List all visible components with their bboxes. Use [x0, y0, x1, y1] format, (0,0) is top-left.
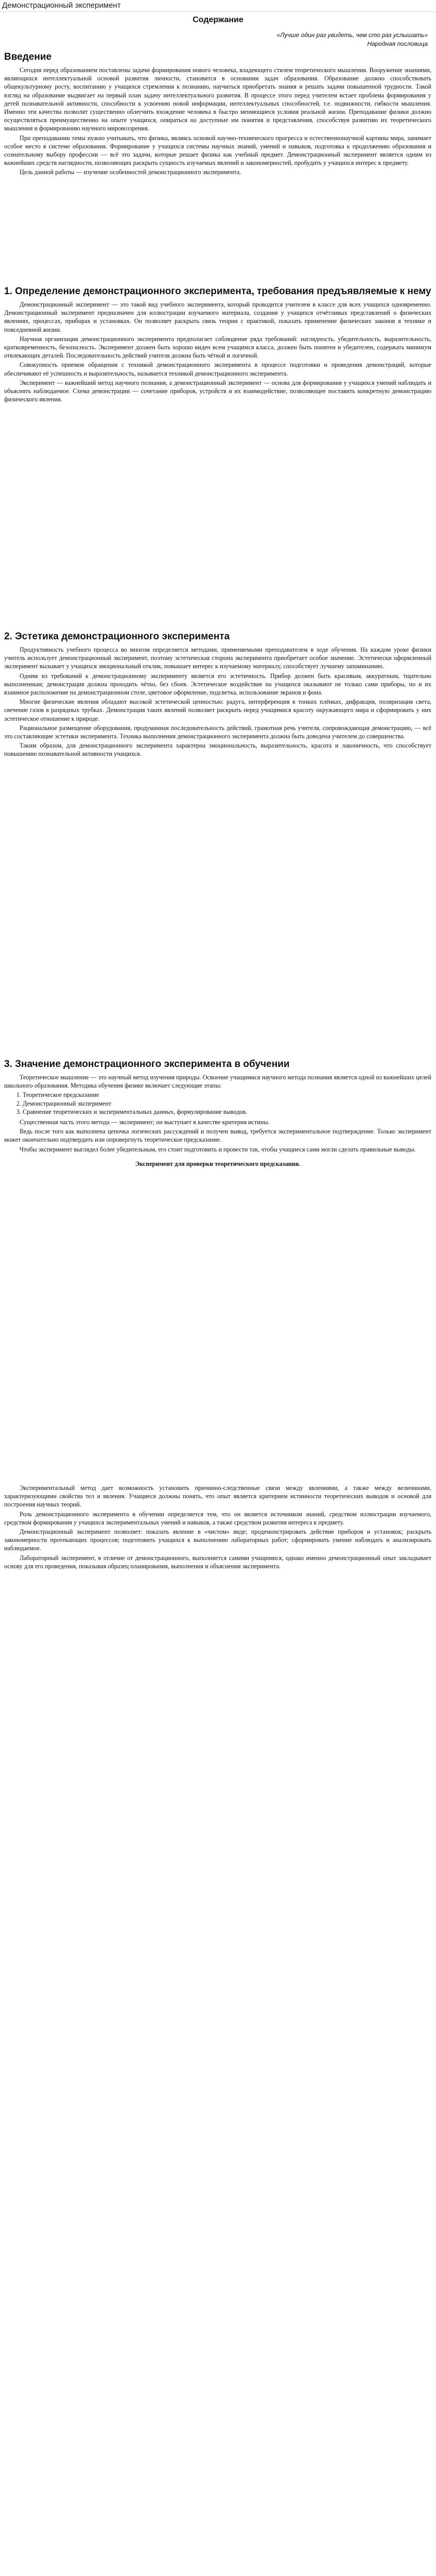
- paragraph: Демонстрационный эксперимент — это такой вид учебного эксперимента, который проводится учителем в классе для всех учащихся одновременно. Демонстрационный эксперимент предназначен для иллюстрации изучаемого материала, создания у учащихся отчётливых представлений о физических явлениях, процессах, приборах и установках. Он позволяет раскрыть связь теории с практикой, показать применение физических законов в технике и повседневной жизни.: [4, 301, 431, 333]
- title-divider: [0, 11, 436, 12]
- section-2: [4, 631, 431, 759]
- paragraph: Таким образом, для демонстрационного эксперимента характерна эмоциональность, выразительность, красота и лаконичность, что способствует повышению познавательной активности учащихся.: [4, 742, 431, 758]
- method-steps-list: [4, 1091, 431, 1116]
- paragraph: Одним из требований к демонстрационному эксперименту является его эстетичность. Прибор должен быть красивым, аккуратным, тщательно выполненным; демонстрация должна проходить чётко, без сбоев. Эстетическое воздействие на учащихся оказывают не только сами приборы, но и их взаимное расположение на демонстрационном столе, цветовое оформление, подсветка, использование экранов и фона.: [4, 672, 431, 697]
- paragraph: Демонстрационный эксперимент позволяет: показать явление в «чистом» виде; продемонстрировать действие приборов и установок; раскрыть закономерности протекающих процессов; подготовить учащихся к выполнению лабораторных работ; сформировать умение наблюдать и анализировать наблюдаемое.: [4, 1528, 431, 1552]
- section-3: [4, 1059, 431, 1169]
- paragraph: Цель данной работы — изучение особенностей демонстрационного эксперимента.: [20, 168, 241, 176]
- paragraph: Лабораторный эксперимент, в отличие от демонстрационного, выполняется самими учащимися, однако именно демонстрационный опыт закладывает основу для его проведения, показывая образец планирования, выполнения и объяснения эксперимента.: [4, 1554, 431, 1570]
- paragraph: Роль демонстрационного эксперимента в обучении определяется тем, что он является источником знаний, средством иллюстрации изучаемого, средством формирования у учащихся экспериментальных умений и навыков, а также средством развития интереса к предмету.: [4, 1510, 431, 1526]
- paragraph: Чтобы эксперимент выглядел более убедительным, его стоит подготовить и провести так, чтобы учащиеся сами могли сделать правильные выводы.: [20, 1145, 416, 1153]
- contents-heading: Содержание: [193, 15, 243, 24]
- paragraph: Существенная часть этого метода — эксперимент; он выступает в качестве критерия истины.: [20, 1118, 270, 1126]
- figure-image: [31, 1298, 402, 1463]
- experiment-figure: [31, 1298, 402, 1463]
- epigraph-text: «Лучше один раз увидеть, чем сто раз услышать»: [276, 31, 428, 39]
- section-1: [4, 286, 431, 404]
- section-intro: [4, 52, 431, 178]
- section-heading: Введение: [4, 52, 52, 62]
- paragraph: Совокупность приемов обращения с техникой демонстрационного эксперимента в процессе подготовки и проведения демонстраций, которые обеспечивают её успешность и выразительность, называется техникой демонстрационного эксперимента.: [4, 361, 431, 377]
- list-item: 1. Теоретическое предсказание: [23, 1091, 431, 1099]
- section-heading: 2. Эстетика демонстрационного эксперимента: [4, 631, 230, 642]
- section-heading: 1. Определение демонстрационного эксперимента, требования предъявляемые к нему: [4, 286, 431, 297]
- paragraph: Ведь после того как выполнена цепочка логических рассуждений и получен вывод, требуется экспериментальное подтверждение. Только эксперимент может окончательно подтвердить или опровергнуть теоретическое предсказание.: [4, 1128, 431, 1144]
- section-heading: 3. Значение демонстрационного эксперимента в обучении: [4, 1059, 290, 1070]
- paragraph: Сегодня перед образованием поставлены задачи формирования нового человека, владеющего стилем теоретического мышления. Вооружение знаниями, являющихся интеллектуальной основой развития личности, становится в основании задач образования. Образование должно способствовать общекультурному росту, воспитанию у учащихся стремления к познанию, научиться приобретать знания и решать задачи повышенной трудности. Такой взгляд на образование выдвигает на первый план задачу интеллектуального развития. В процессе этого перед учителем встает проблема формирования у детей познавательной активности, способности к усвоению новой информации, интеллектуальных способностей, т.е. подвижности, гибкости мышления. Именно эти качества позволят существенно облегчить вхождение человека в быстро меняющиеся условия реальной жизни. Преподавание физики должно осуществляться преимущественно на опыте учащихся, опираться на доступные им понятия и представления, способствуя развитию их теоретического мышления и формированию научного мировоззрения.: [4, 66, 431, 132]
- section-3-continued: [4, 1484, 431, 1571]
- list-item: 3. Сравнение теоретических и экспериментальных данных, формулирование выводов.: [23, 1108, 431, 1116]
- paragraph: Эксперимент — важнейший метод научного познания, а демонстрационный эксперимент — основа для формирования у учащихся умений наблюдать и объяснять наблюдаемое. Схема демонстрации — сочетание приборов, устройств и их взаимодействие, позволяющее поставить конкретную демонстрацию физического явления.: [4, 379, 431, 403]
- list-item: 2. Демонстрационный эксперимент: [23, 1099, 431, 1108]
- paragraph: При преподавании темы нужно учитывать, что физика, являясь основой научно-технического прогресса и естественнонаучной картины мира, занимает особое место в системе образования. Формирование у учащихся системы научных знаний, умений и навыков, подготовка к продолжению образования и сознательному выбору профессии — всё это задачи, которые решает физика как учебный предмет. Демонстрационный эксперимент является одним из важнейших средств наглядности, позволяющих раскрыть сущность изучаемых явлений и закономерностей, пробудить у учащихся интерес к предмету.: [4, 134, 431, 167]
- paragraph: Продуктивность учебного процесса во многом определяется методами, применяемыми преподавателем в ходе обучения. На каждом уроке физики учитель использует демонстрационный эксперимент, поэтому эстетическая сторона эксперимента приобретает особое значение. Эстетически оформленный эксперимент вызывает у учащихся эмоциональный отклик, повышает интерес к изучаемому материалу, способствует лучшему запоминанию.: [4, 646, 431, 670]
- document-title: Демонстрационный эксперимент: [2, 1, 121, 10]
- paragraph: Научная организация демонстрационного эксперимента предполагает соблюдение ряда требований: наглядность, убедительность, выразительность, кратковременность, безопасность. Эксперимент должен быть хорошо виден всем учащимся класса, должен быть понятен и убедителен, содержать минимум отвлекающих деталей. Последовательность действий учителя должна быть чёткой и логичной.: [4, 335, 431, 360]
- paragraph: Рациональное размещение оборудования, продуманная последовательность действий, грамотная речь учителя, сопровождающая демонстрацию, — всё это составляющие эстетики эксперимента. Техника выполнения демонстрационного эксперимента должна быть доведена учителем до совершенства.: [4, 724, 431, 740]
- paragraph: Теоретическое мышление — это научный метод изучения природы. Освоение учащимися научного метода познания является одной из важнейших целей школьного образования. Методика обучения физике включает следующие этапы:: [4, 1074, 431, 1090]
- paragraph: Экспериментальный метод дает возможность установить причинно-следственные связи между явлениями, а также между величинами, характеризующими свойства тел и явления. Учащиеся должны понять, что опыт является критерием истинности теоретических выводов и основой для построения научных теорий.: [4, 1484, 431, 1509]
- paragraph: Многие физические явления обладают высокой эстетической ценностью: радуга, интерференция в тонких плёнках, дифракция, поляризация света, свечение газов в разрядных трубках. Демонстрация таких явлений позволяет раскрыть перед учащимися красоту окружающего мира и сформировать у них эстетическое отношение к природе.: [4, 698, 431, 722]
- epigraph: [139, 31, 428, 48]
- figure-caption: Эксперимент для проверки теоретического предсказания.: [135, 1160, 301, 1167]
- epigraph-source: Народная пословица: [367, 40, 428, 47]
